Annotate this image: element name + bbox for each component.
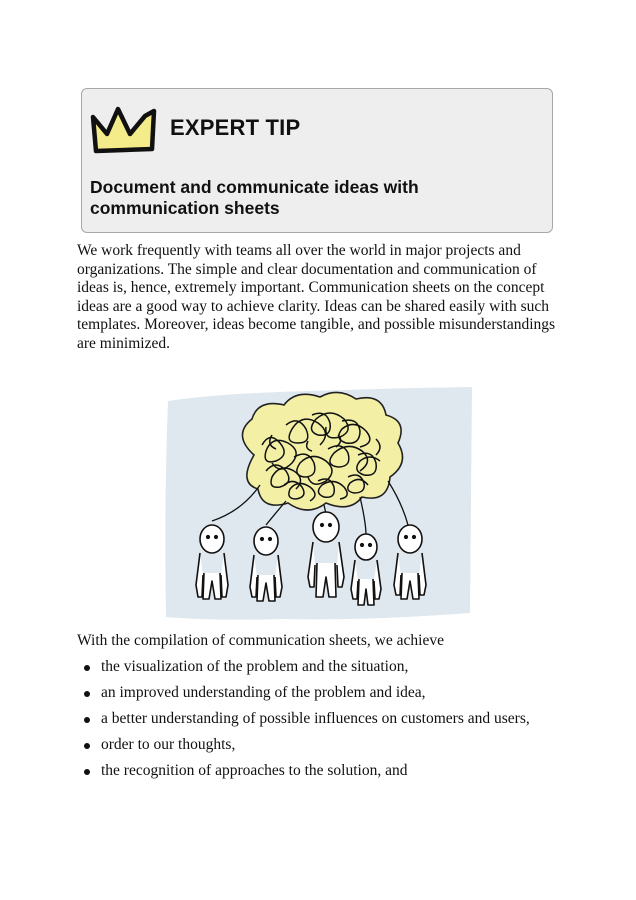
list-item bbox=[77, 684, 557, 703]
bullet-dot-icon bbox=[84, 717, 90, 723]
list-item-text: a better understanding of possible influences on customers and users, bbox=[101, 710, 530, 727]
team-thought-cloud-illustration bbox=[162, 385, 474, 623]
tip-title: Document and communicate ideas with communication sheets bbox=[90, 177, 419, 218]
expert-tip-box bbox=[81, 88, 553, 233]
list-item bbox=[77, 762, 557, 781]
list-item bbox=[77, 736, 557, 755]
bullet-dot-icon bbox=[84, 769, 90, 775]
list-item-text: the visualization of the problem and the situation, bbox=[101, 658, 409, 675]
list-item bbox=[77, 710, 557, 729]
achievements-list bbox=[77, 658, 557, 788]
bullet-dot-icon bbox=[84, 665, 90, 671]
list-item bbox=[77, 658, 557, 677]
expert-tip-label: EXPERT TIP bbox=[170, 115, 301, 140]
bullet-dot-icon bbox=[84, 743, 90, 749]
list-item-text: the recognition of approaches to the solution, and bbox=[101, 762, 408, 779]
achievements-lead: With the compilation of communication sheets, we achieve bbox=[77, 632, 444, 649]
list-item-text: an improved understanding of the problem and idea, bbox=[101, 684, 426, 701]
list-item-text: order to our thoughts, bbox=[101, 736, 236, 753]
intro-paragraph: We work frequently with teams all over the world in major projects and organizations. The simple and clear documentation and communication of ideas is, hence, extremely important. Communication sheets on the concept ideas are a good way to achieve clarity. Ideas can be shared easily with such templates. Moreover, ideas become tangible, and possible misunderstandings are minimized. bbox=[77, 242, 556, 352]
bullet-dot-icon bbox=[84, 691, 90, 697]
crown-icon bbox=[88, 103, 160, 157]
